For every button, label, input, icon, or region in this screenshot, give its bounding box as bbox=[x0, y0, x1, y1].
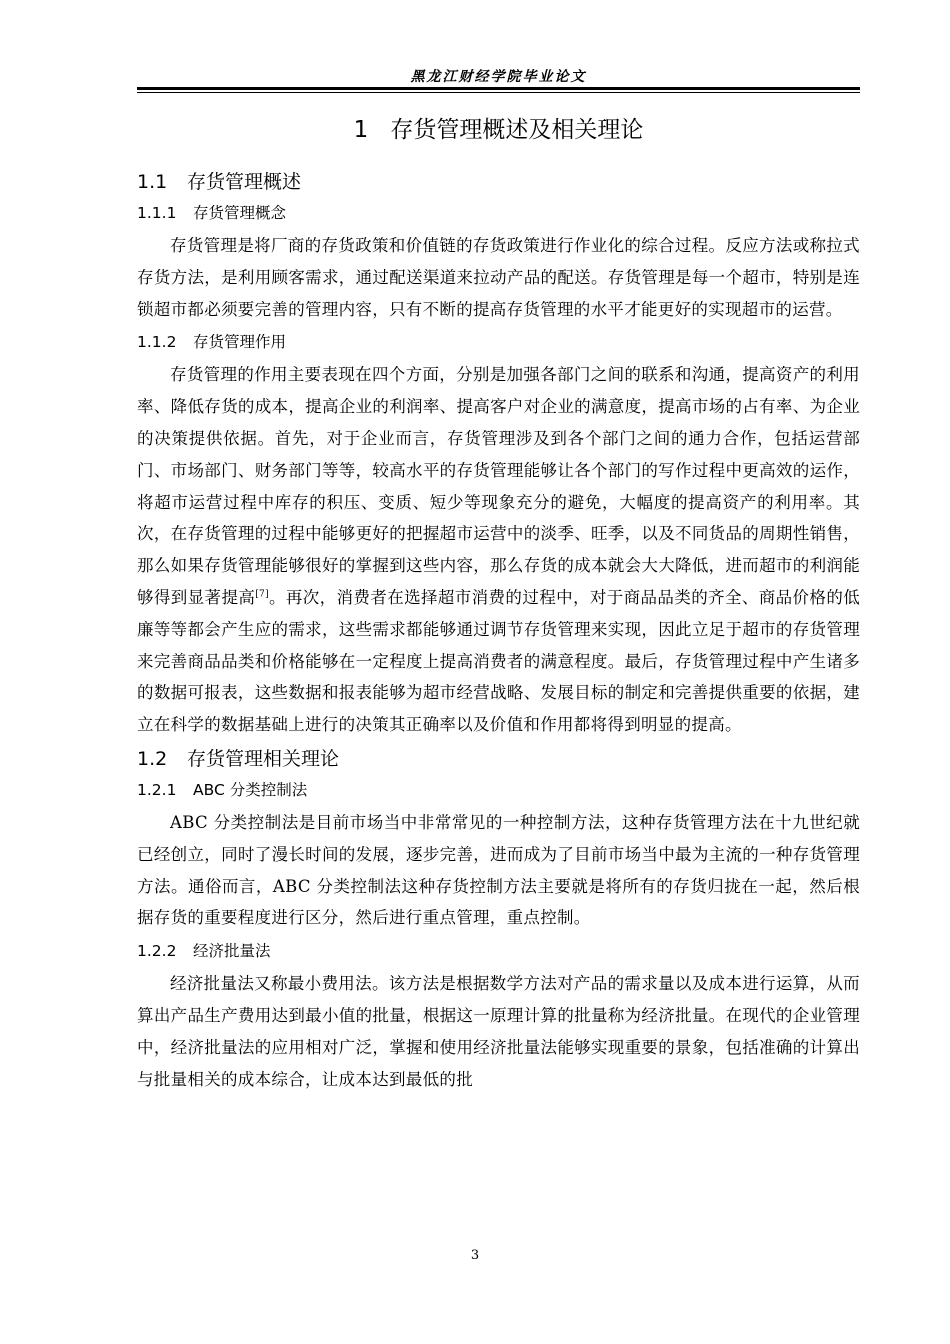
subsection-heading-1-1-2 bbox=[137, 329, 860, 355]
chapter-title: 存货管理概述及相关理论 bbox=[390, 117, 644, 143]
page-body bbox=[137, 112, 860, 1099]
paragraph-1-1-1: 存货管理是将厂商的存货政策和价值链的存货政策进行作业化的综合过程。反应方法或称拉式存货方法，是利用顾客需求，通过配送渠道来拉动产品的配送。存货管理是每一个超市，特别是连锁超市都必须要完善的管理内容，只有不断的提高存货管理的水平才能更好的实现超市的运营。 bbox=[137, 236, 860, 319]
subsection-number: 1.1.1 bbox=[137, 204, 177, 222]
section-heading-1-2 bbox=[137, 745, 860, 773]
subsection-number: 1.2.1 bbox=[137, 780, 177, 799]
paragraph-1-1-2 bbox=[137, 359, 860, 741]
section-number: 1.1 bbox=[137, 171, 168, 193]
citation-ref: [7] bbox=[255, 589, 269, 600]
subsection-number: 1.1.2 bbox=[137, 333, 177, 352]
paragraph-1-2-1: ABC 分类控制法是目前市场当中非常常见的一种控制方法，这种存货管理方法在十九世纪就已经创立，同时了漫长时间的发展，逐步完善，进而成为了目前市场当中最为主流的一种存货管理方法。通俗而言，ABC 分类控制法这种存货控制方法主要就是将所有的存货归拢在一起，然后根据存货的重要程度进行区分，然后进行重点管理，重点控制。 bbox=[137, 812, 860, 928]
section-title: 存货管理概述 bbox=[187, 171, 302, 193]
page-number: 3 bbox=[470, 1248, 480, 1263]
subsection-title: 存货管理作用 bbox=[193, 333, 287, 352]
section-number: 1.2 bbox=[137, 747, 168, 770]
section-heading-1-1 bbox=[137, 168, 860, 196]
section-title: 存货管理相关理论 bbox=[187, 747, 340, 770]
chapter-number: 1 bbox=[353, 117, 369, 143]
subsection-title: 存货管理概念 bbox=[193, 204, 287, 222]
running-header: 黑龙江财经学院毕业论文 bbox=[410, 69, 587, 85]
subsection-number: 1.2.2 bbox=[137, 942, 177, 961]
subsection-title: ABC 分类控制法 bbox=[193, 780, 308, 799]
subsection-title: 经济批量法 bbox=[193, 942, 271, 961]
subsection-heading-1-2-2 bbox=[137, 938, 860, 964]
paragraph-text: 。再次，消费者在选择超市消费的过程中，对于商品品类的齐全、商品价格的低廉等等都会产生应的需求，这些需求都能够通过调节存货管理来实现，因此立足于超市的存货管理来完善商品品类和价格能够在一定程度上提高消费者的满意程度。最后，存货管理过程中产生诸多的数据可报表，这些数据和报表能够为超市经营战略、发展目标的制定和完善提供重要的依据，建立在科学的数据基础上进行的决策其正确率以及价值和作用都将得到明显的提高。 bbox=[137, 587, 861, 735]
paragraph-text: 存货管理的作用主要表现在四个方面，分别是加强各部门之间的联系和沟通，提高资产的利用率、降低存货的成本，提高企业的利润率、提高客户对企业的满意度，提高市场的占有率、为企业的决策提供依据。首先，对于企业而言，存货管理涉及到各个部门之间的通力合作，包括运营部门、市场部门、财务部门等等，较高水平的存货管理能够让各个部门的写作过程中更高效的运作，将超市运营过程中库存的积压、变质、短少等现象充分的避免，大幅度的提高资产的利用率。其次，在存货管理的过程中能够更好的把握超市运营中的淡季、旺季，以及不同货品的周期性销售，那么如果存货管理能够很好的掌握到这些内容，那么存货的成本就会大大降低，进而超市的利润能够得到显著提高 bbox=[137, 365, 860, 607]
subsection-heading-1-2-1 bbox=[137, 777, 860, 803]
subsection-heading-1-1-1 bbox=[137, 200, 860, 226]
paragraph-1-2-2: 经济批量法又称最小费用法。该方法是根据数学方法对产品的需求量以及成本进行运算，从而算出产品生产费用达到最小值的批量，根据这一原理计算的批量称为经济批量。在现代的企业管理中，经济批量法的应用相对广泛，掌握和使用经济批量法能够实现重要的景象，包括准确的计算出与批量相关的成本综合，让成本达到最低的批 bbox=[137, 974, 860, 1089]
chapter-heading bbox=[137, 112, 860, 148]
header-rule-thin bbox=[137, 92, 860, 93]
header-rule-thick bbox=[137, 87, 860, 90]
